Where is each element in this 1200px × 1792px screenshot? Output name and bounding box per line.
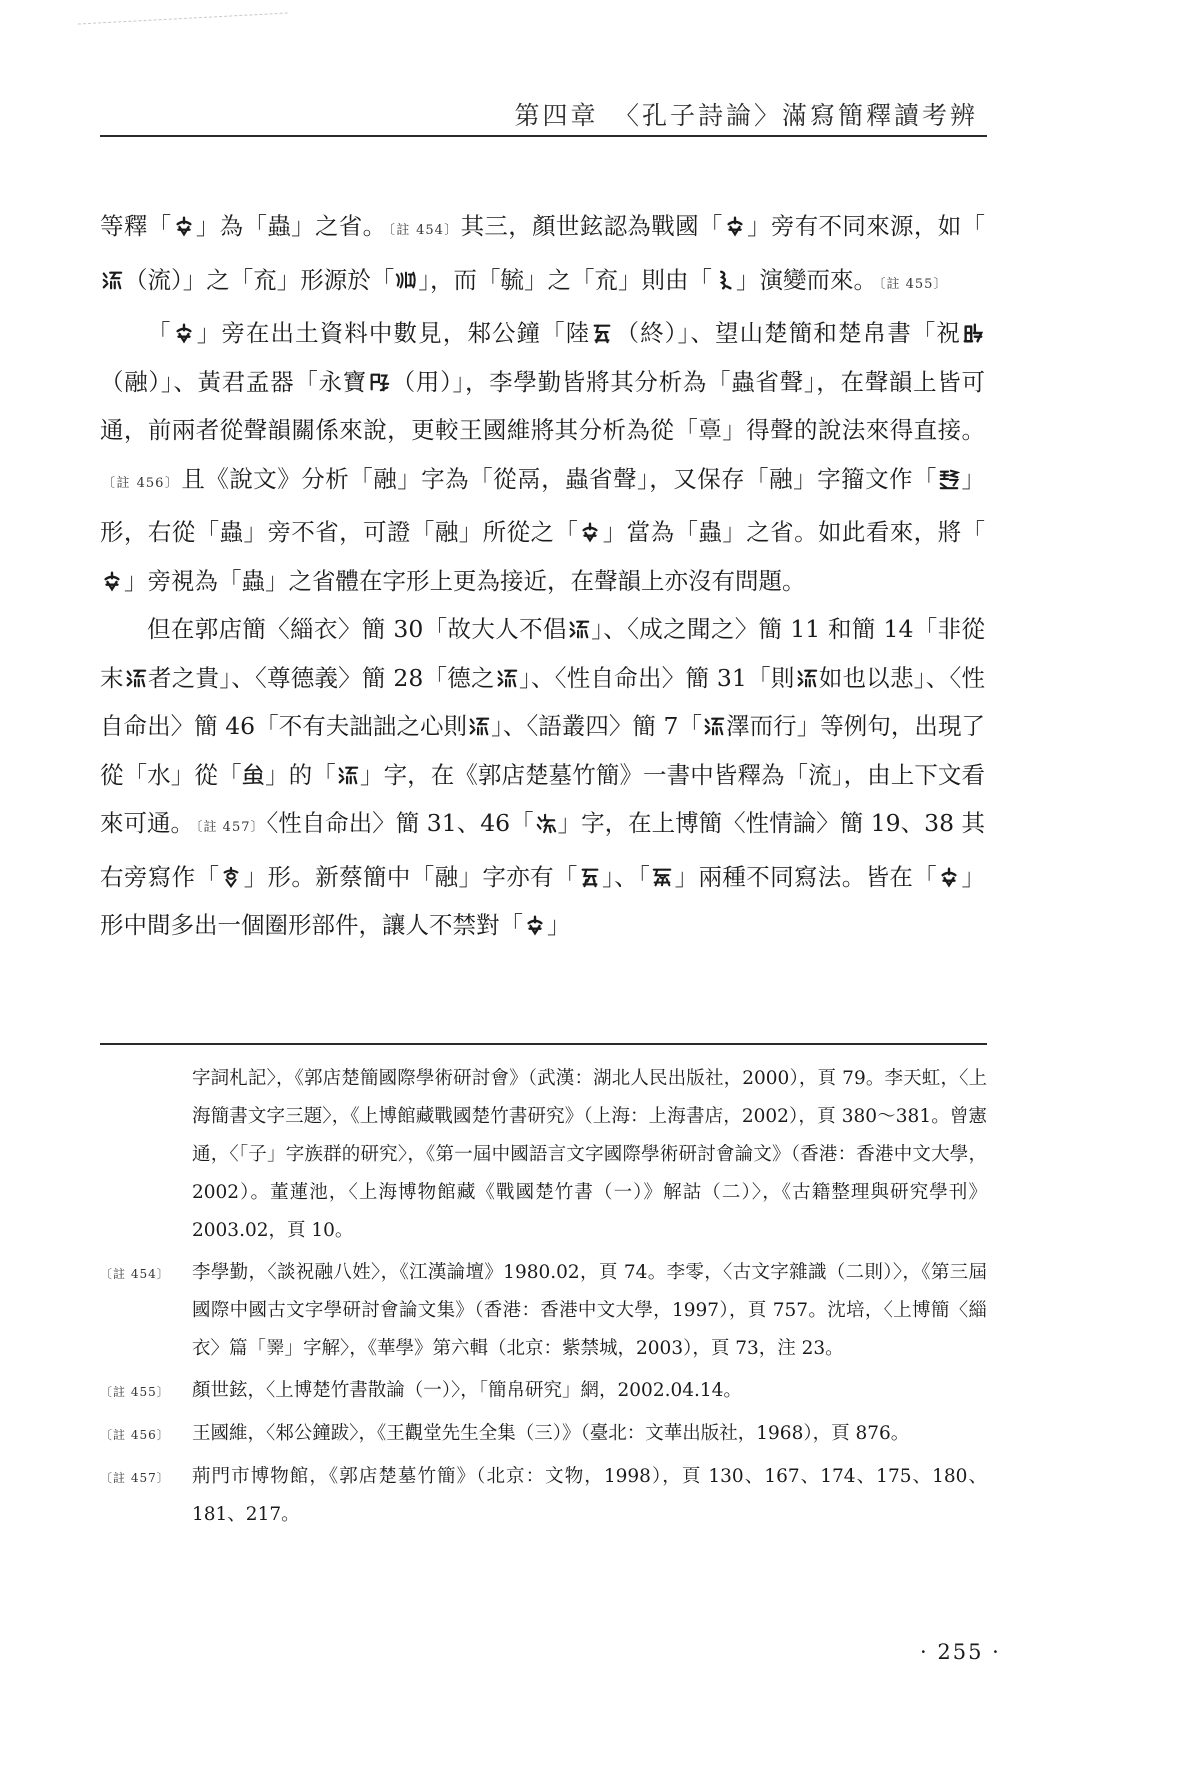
ancient-glyph-icon [368, 371, 390, 393]
ancient-glyph-icon [220, 866, 242, 888]
footnote-label: 〔註 456〕 [100, 1428, 170, 1442]
note-ref-457: 〔註 457〕 [196, 820, 265, 835]
ancient-glyph-icon [524, 914, 546, 936]
footnote-text: 李學勤，〈談祝融八姓〉，《江漢論壇》1980.02，頁 74。李零，〈古文字雜識（二則）〉，《第三屆國際中國古文字學研討會論文集》（香港：香港中文大學，1997），頁 757。沈培，〈上博簡〈緇衣〉篇「𢍰」字解〉，《華學》第六輯（北京：紫禁城，2003），頁 73，注 23。 [192, 1262, 987, 1359]
page-number: · 255 · [920, 1640, 1001, 1664]
ancient-glyph-icon [173, 322, 195, 344]
footnotes [100, 1060, 987, 1538]
ancient-glyph-icon [468, 715, 490, 737]
ancient-glyph-icon [724, 215, 746, 237]
note-ref-456: 〔註 456〕 [102, 475, 180, 491]
ancient-glyph-icon [535, 812, 557, 834]
running-header: 第四章 〈孔子詩論〉滿寫簡釋讀考辨 [514, 101, 978, 130]
ancient-glyph-icon [579, 866, 601, 888]
ancient-glyph-icon [568, 618, 590, 640]
footnote-rule [100, 1043, 987, 1045]
ancient-glyph-icon [125, 667, 147, 689]
ancient-glyph-icon [796, 667, 818, 689]
ancient-glyph-icon [962, 322, 984, 344]
ancient-glyph-icon [938, 468, 960, 490]
ancient-glyph-icon [651, 866, 673, 888]
ancient-glyph-icon [337, 764, 359, 786]
ancient-glyph-icon [395, 269, 417, 291]
footnote-456 [100, 1415, 987, 1454]
note-ref-454: 〔註 454〕 [388, 223, 459, 238]
ancient-glyph-icon [173, 215, 195, 237]
footnote-457 [100, 1458, 987, 1534]
footnote-text: 顏世鉉，〈上博楚竹書散論（一）〉，「簡帛研究」網，2002.04.14。 [192, 1380, 742, 1401]
header-rule [100, 135, 987, 137]
ancient-glyph-icon [101, 269, 123, 291]
footnote-label: 〔註 457〕 [100, 1471, 170, 1485]
paragraph-3: 但在郭店簡〈緇衣〉簡 30「故大人不倡 」、〈成之聞之〉簡 11 和簡 14「非從末 者之貴」、〈尊德義〉簡 28「德之 」、〈性自命出〉簡 31「則 如也以悲」、〈性自命出〉簡 46「不有夫詘詘之心則 」、〈語叢四〉簡 7「 澤而行」等例句，出現了從「水」從「𧈧」的「 」字，在《郭店楚墓竹簡》一書中皆釋為「流」，由上下文看來可通。 〔註 457〕〈性自命出〉簡 31、46「 」字，在上博簡〈性情論〉簡 19、38 其右旁寫作「 」形。新蔡簡中「融」字亦有「 」、「 」兩種不同寫法。皆在「 」形中間多出一個圈形部件，讓人不禁對「 」 [100, 615, 986, 939]
ancient-glyph-icon [496, 667, 518, 689]
footnote-text: 荊門市博物館，《郭店楚墓竹簡》（北京：文物，1998），頁 130、167、174、175、180、181、217。 [192, 1466, 987, 1525]
scan-artifact [78, 13, 288, 33]
ancient-glyph-icon [579, 521, 601, 543]
footnote-label: 〔註 455〕 [100, 1385, 170, 1399]
footnote-455 [100, 1372, 987, 1411]
body-text [100, 202, 985, 950]
paragraph-2: 「 」旁在出土資料中數見，邾公鐘「陸 （終）」、望山楚簡和楚帛書「祝 （融）」、黃君孟器「永寶 （用）」，李學勤皆將其分析為「蟲省聲」，在聲韻上皆可通，前兩者從聲韻關係來說，更較王國維將其分析為從「𩫏」得聲的說法來得直接。〔註 456〕且《說文》分析「融」字為「從鬲，蟲省聲」，又保存「融」字籀文作「 」形，右從「蟲」旁不省，可證「融」所從之「 」當為「蟲」之省。如此看來，將「 」旁視為「蟲」之省體在字形上更為接近，在聲韻上亦沒有問題。 [100, 319, 986, 595]
ancient-glyph-icon [938, 866, 960, 888]
ancient-glyph-icon [101, 570, 123, 592]
footnote-label: 〔註 454〕 [100, 1267, 170, 1281]
ancient-glyph-icon [713, 269, 735, 291]
ancient-glyph-icon [703, 715, 725, 737]
note-ref-455: 〔註 455〕 [879, 276, 948, 292]
footnote-continued: 字詞札記〉，《郭店楚簡國際學術研討會》（武漢：湖北人民出版社，2000），頁 79。李天虹，〈上海簡書文字三題〉，《上博館藏戰國楚竹書研究》（上海：上海書店，2002），頁 380～381。曾憲通，〈「子」字族群的研究〉，《第一屆中國語言文字國際學術研討會論文》（香港：香港中文大學，2002）。董蓮池，〈上海博物館藏《戰國楚竹書（一）》解詁（二）〉，《古籍整理與研究學刊》2003.02，頁 10。 [192, 1068, 987, 1241]
footnote-454 [100, 1254, 987, 1368]
footnote-text: 王國維，〈邾公鐘跋〉，《王觀堂先生全集（三）》（臺北：文華出版社，1968），頁 876。 [192, 1423, 910, 1444]
ancient-glyph-icon [591, 322, 613, 344]
paragraph-1: 等釋「 」為「蟲」之省。 〔註 454〕其三，顏世鉉認為戰國「 」旁有不同來源，如「 （流）」之「㐬」形源於「 」，而「毓」之「㐬」則由「 」演變而來。 〔註 455〕 [100, 212, 986, 294]
